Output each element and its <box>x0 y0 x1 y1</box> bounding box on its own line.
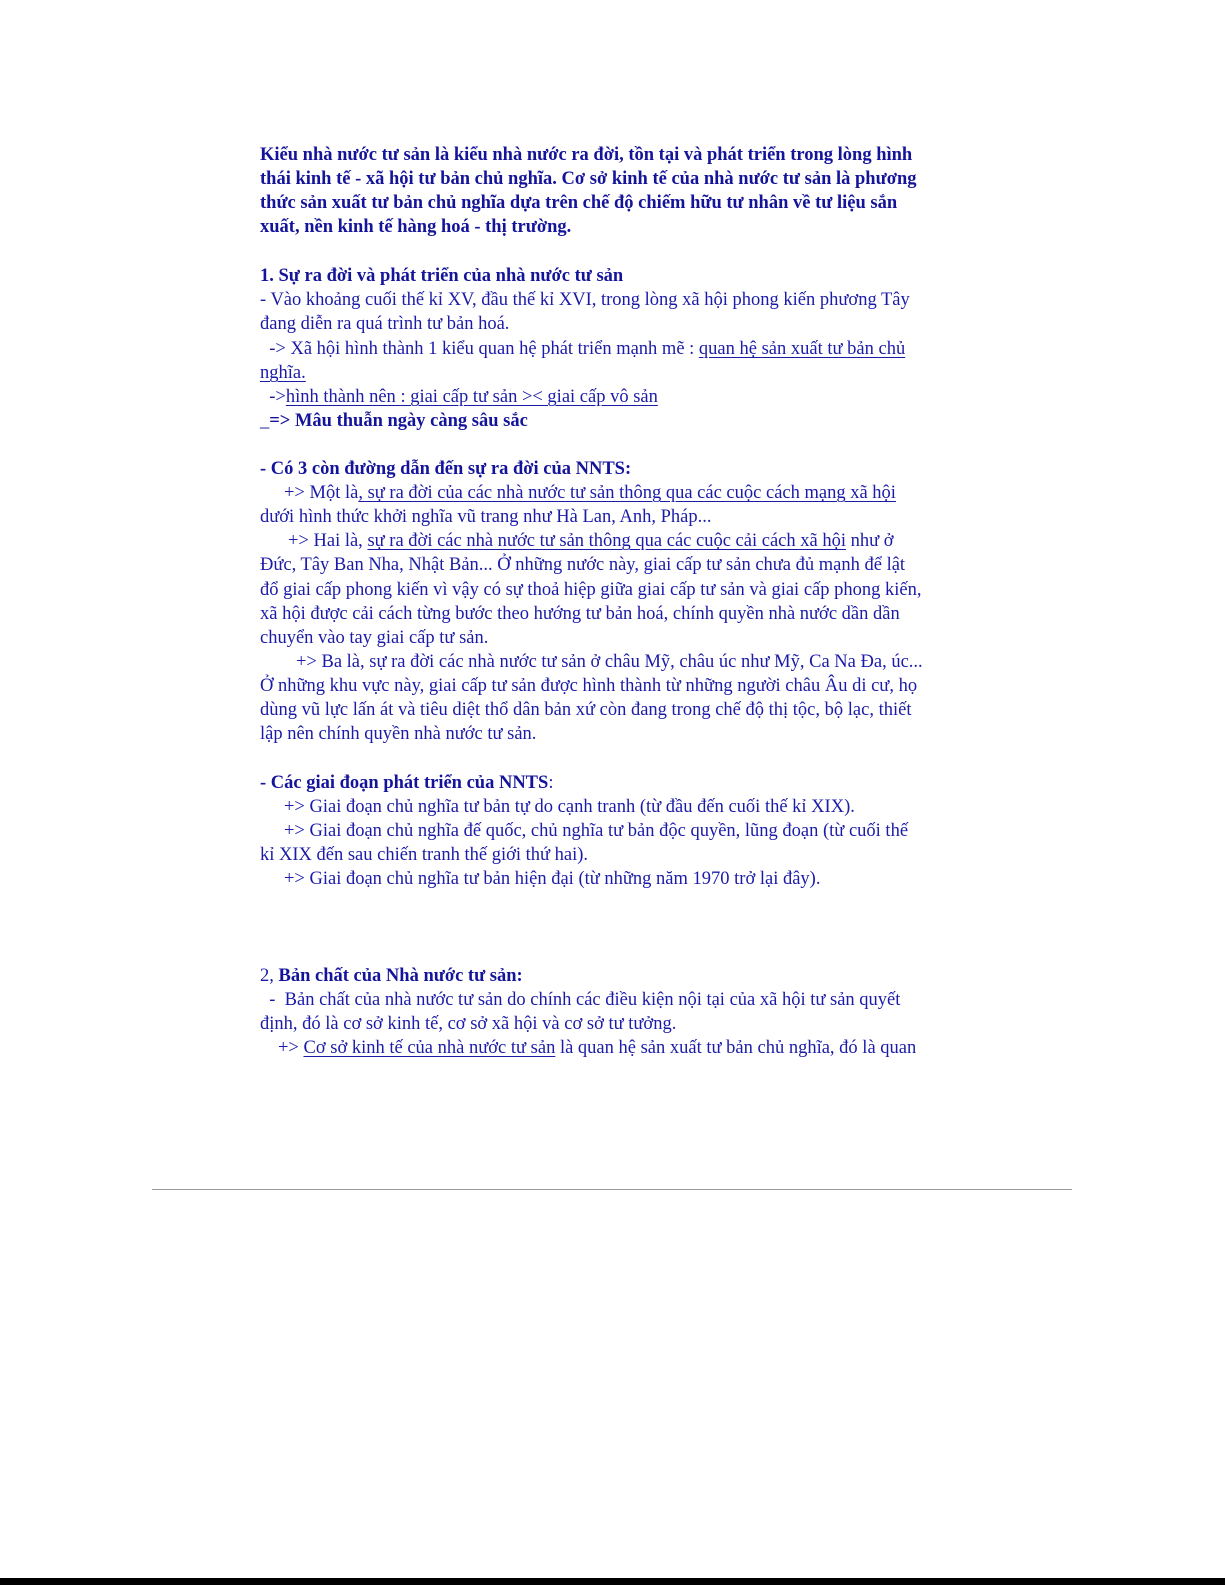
underlined-text: quan hệ sản xuất tư bản chủ <box>698 339 906 359</box>
paragraph-line: đang diễn ra quá trình tư bản hoá. <box>260 314 510 334</box>
path-three-line: +> Ba là, sự ra đời các nhà nước tư sản ở châu Mỹ, châu úc như Mỹ, Ca Na Đa, úc... <box>296 652 923 672</box>
paragraph-line: dưới hình thức khởi nghĩa vũ trang như Hà Lan, Anh, Pháp... <box>260 507 712 527</box>
paragraph-line: đổ giai cấp phong kiến vì vậy có sự thoả hiệp giữa giai cấp tư sản và giai cấp phong kiến, <box>260 580 922 600</box>
paragraph-line: - Bản chất của nhà nước tư sản do chính các điều kiện nội tại của xã hội tư sản quyết <box>260 990 901 1010</box>
path-two-prefix: +> Hai là, <box>288 531 368 551</box>
basis-line <box>278 1036 916 1060</box>
conclusion-text: => Mâu thuẫn ngày càng sâu sắc <box>269 411 528 431</box>
underlined-text: , sự ra đời của các nhà nước tư sản thông qua các cuộc cách mạng xã hội <box>358 483 896 503</box>
intro-line: thức sản xuất tư bản chủ nghĩa dựa trên chế độ chiếm hữu tư nhân về tư liệu sắn <box>260 193 898 213</box>
underscore-mark: _ <box>260 411 270 431</box>
paths-heading: - Có 3 còn đường dẫn đến sự ra đời của NNTS: <box>260 459 632 479</box>
paragraph-line: dùng vũ lực lấn át và tiêu diệt thổ dân bản xứ còn đang trong chế độ thị tộc, bộ lạc, thiết <box>260 700 912 720</box>
page-divider <box>152 1189 1072 1190</box>
underlined-text: nghĩa. <box>260 363 306 383</box>
intro-line: xuất, nền kinh tế hàng hoá - thị trường. <box>260 217 572 237</box>
arrow-line <box>260 385 658 409</box>
stage-line: +> Giai đoạn chủ nghĩa đế quốc, chủ nghĩa tư bản độc quyền, lũng đoạn (từ cuối thế <box>284 821 909 841</box>
intro-line: Kiểu nhà nước tư sản là kiểu nhà nước ra đời, tồn tại và phát triển trong lòng hình <box>260 145 913 165</box>
paragraph-line: kỉ XIX đến sau chiến tranh thế giới thứ hai). <box>260 845 589 865</box>
paragraph-line: chuyển vào tay giai cấp tư sản. <box>260 628 489 648</box>
paragraph-line: lập nên chính quyền nhà nước tư sản. <box>260 724 537 744</box>
stages-colon: : <box>548 773 554 793</box>
paragraph-line: xã hội được cải cách từng bước theo hướng tư bản hoá, chính quyền nhà nước dần dần <box>260 604 900 624</box>
paragraph-line: Ở những khu vực này, giai cấp tư sản được hình thành từ những người châu Âu di cư, họ <box>260 676 918 696</box>
path-two-suffix: như ở <box>845 531 894 551</box>
section1-heading: 1. Sự ra đời và phát triển của nhà nước tư sản <box>260 266 624 286</box>
underlined-text: sự ra đời các nhà nước tư sản thông qua các cuộc cải cách xã hội <box>367 531 846 551</box>
arrow-line <box>260 337 905 361</box>
stage-line: +> Giai đoạn chủ nghĩa tư bản hiện đại (từ những năm 1970 trở lại đây). <box>284 869 821 889</box>
arrow-text: -> Xã hội hình thành 1 kiểu quan hệ phát triển mạnh mẽ : <box>260 339 699 359</box>
section2-heading: Bản chất của Nhà nước tư sản: <box>278 966 523 986</box>
path-one-prefix: +> Một là <box>284 483 359 503</box>
arrow-text: -> <box>260 387 286 407</box>
intro-line: thái kinh tế - xã hội tư bản chủ nghĩa. Cơ sở kinh tế của nhà nước tư sản là phương <box>260 169 917 189</box>
conclusion-line <box>260 409 528 433</box>
basis-suffix: là quan hệ sản xuất tư bản chủ nghĩa, đó là quan <box>555 1038 917 1058</box>
path-two-line <box>288 529 894 553</box>
stages-heading: - Các giai đoạn phát triển của NNTS <box>260 773 549 793</box>
underlined-text: Cơ sở kinh tế của nhà nước tư sản <box>303 1038 556 1058</box>
paragraph-line: Đức, Tây Ban Nha, Nhật Bản... Ở những nước này, giai cấp tư sản chưa đủ mạnh để lật <box>260 555 906 575</box>
section2-number: 2, <box>260 966 279 986</box>
path-one-line <box>284 481 896 505</box>
underlined-text: : giai cấp tư sản >< giai cấp vô sản <box>400 387 658 407</box>
paragraph-line: - Vào khoảng cuối thế kỉ XV, đầu thế kỉ XVI, trong lòng xã hội phong kiến phương Tây <box>260 290 910 310</box>
arrow-line-cont <box>260 361 306 385</box>
bottom-edge-bar <box>0 1578 1225 1585</box>
stages-heading-line <box>260 771 553 795</box>
paragraph-line: định, đó là cơ sở kinh tế, cơ sở xã hội và cơ sở tư tưởng. <box>260 1014 677 1034</box>
stage-line: +> Giai đoạn chủ nghĩa tư bản tự do cạnh tranh (từ đầu đến cuối thế kỉ XIX). <box>284 797 855 817</box>
basis-prefix: +> <box>278 1038 304 1058</box>
underlined-text: hình thành nên <box>285 387 401 407</box>
section2-heading-line <box>260 964 523 988</box>
